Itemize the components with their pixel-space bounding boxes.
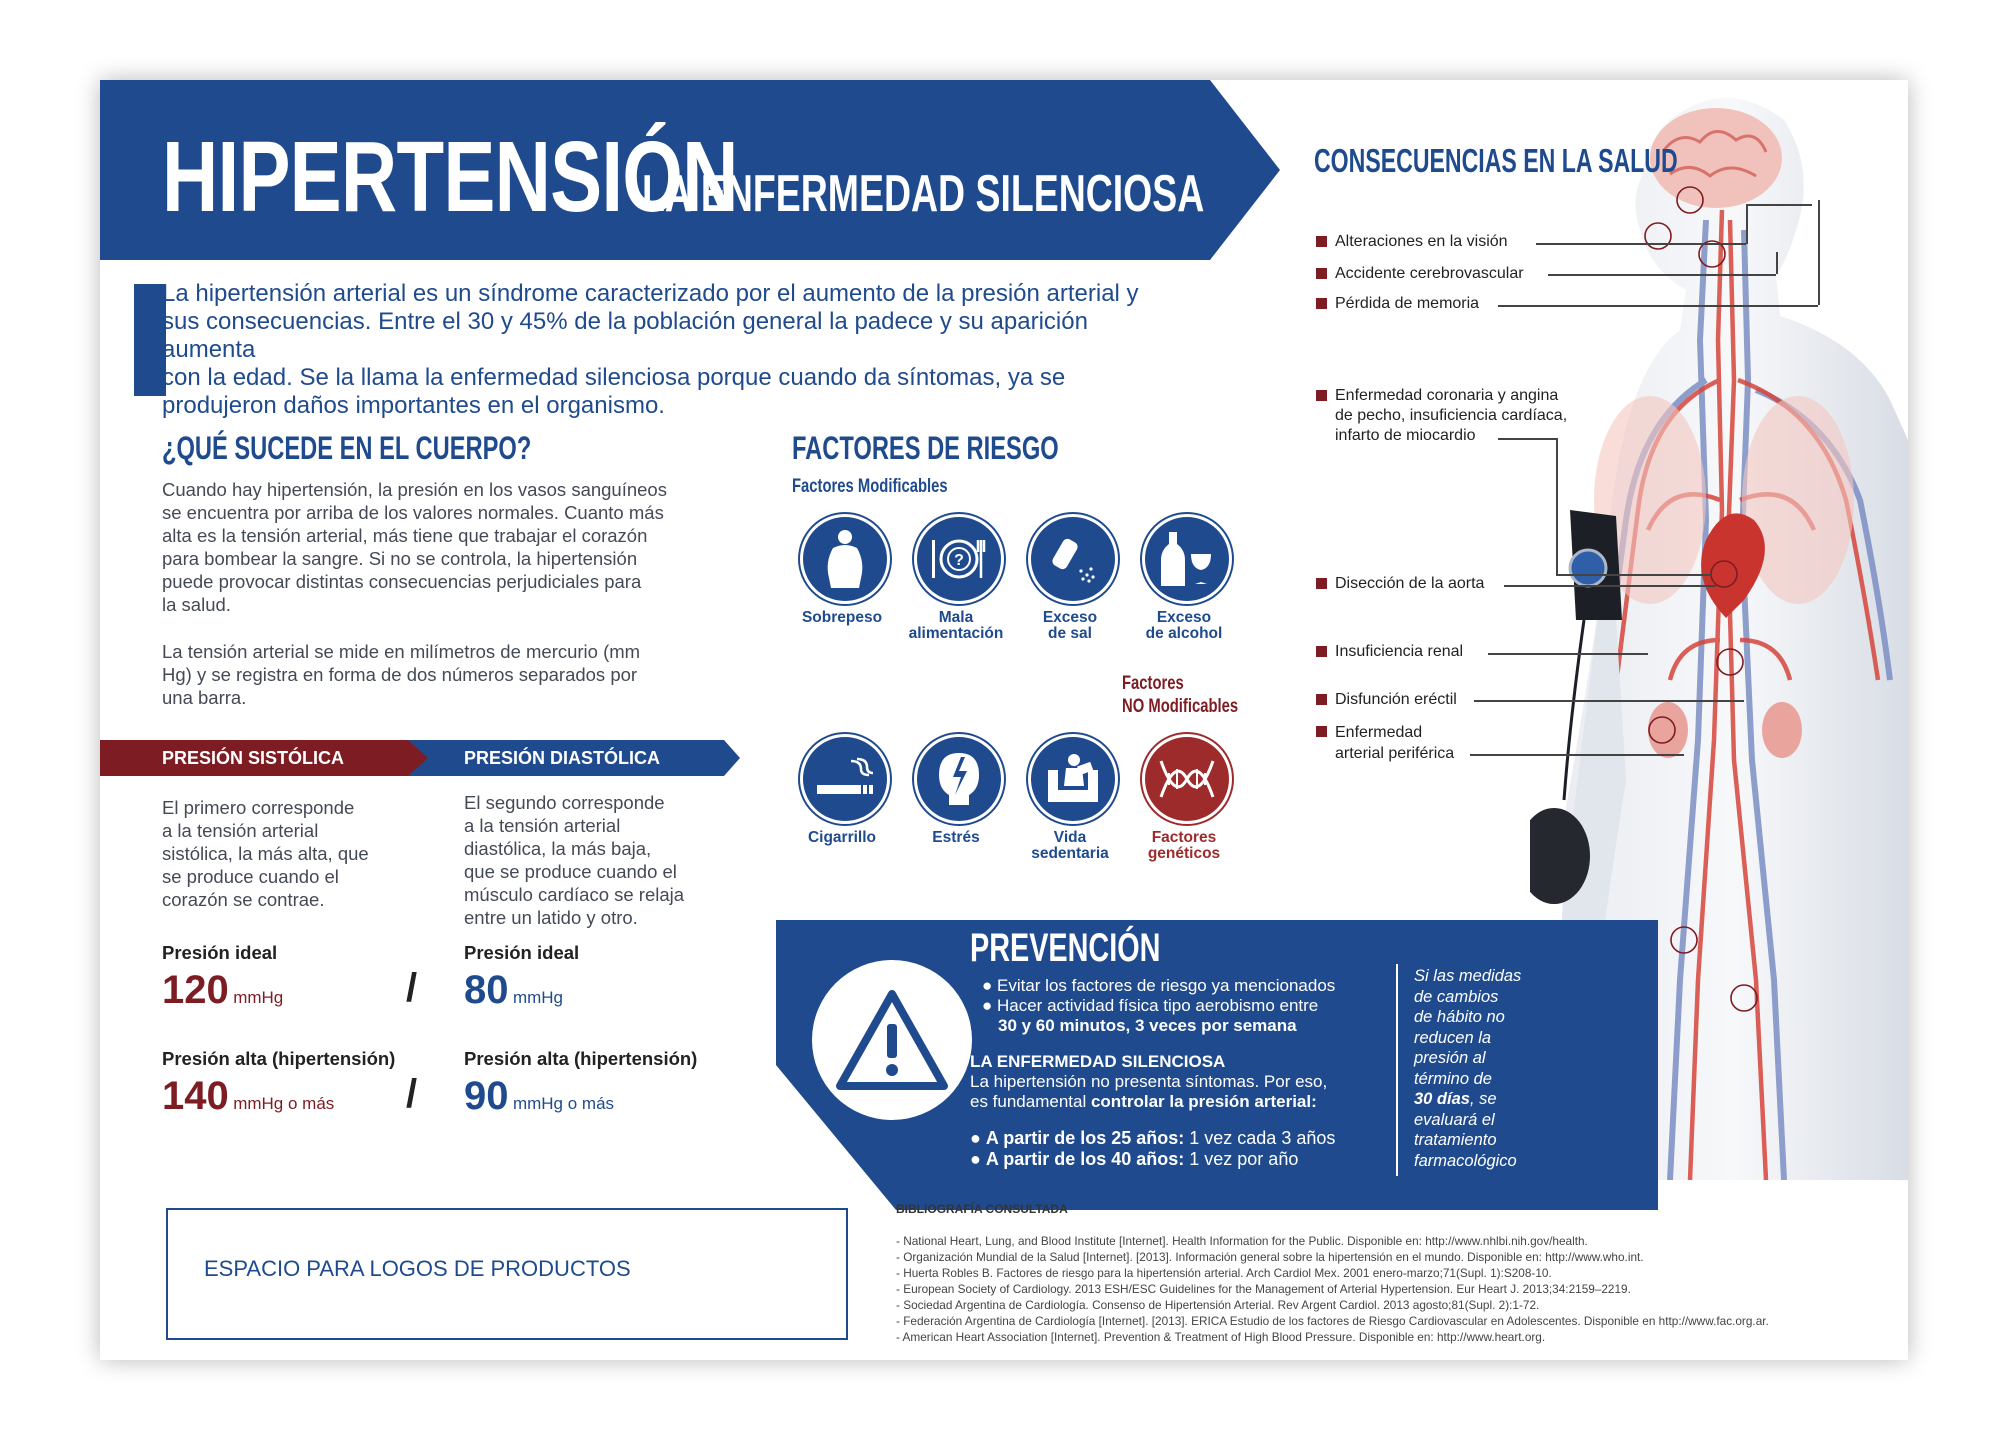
diastolica-line: músculo cardíaco se relaja (464, 884, 685, 905)
bibliografia-item: - Organización Mundial de la Salud [Internet]. [2013]. Información general sobre la hipertensión en el mundo. Disponible en: http://www.who.int. (896, 1250, 1644, 1264)
risk-alcohol-circle (1142, 514, 1232, 604)
risk-label-line: genéticos (1147, 845, 1221, 862)
silenciosa-line: La hipertensión no presenta síntomas. Por eso, (970, 1072, 1328, 1091)
value-number: 80 (464, 968, 509, 1012)
prevencion-sidenote (1414, 966, 1534, 1171)
risk-label-line: Estrés (932, 829, 980, 846)
cuerpo-line: Cuando hay hipertensión, la presión en los vasos sanguíneos (162, 479, 667, 500)
risk-sal-circle (1028, 514, 1118, 604)
leader-line (1556, 438, 1558, 574)
cuerpo-line: Hg) y se registra en forma de dos números separados por (162, 664, 638, 685)
sistolica-line: se produce cuando el (162, 866, 339, 887)
bullet-text: Hacer actividad física tipo aerobismo entre (997, 996, 1319, 1015)
cuerpo-paragraph-1 (162, 478, 722, 616)
value-unit: mmHg (233, 988, 284, 1007)
prevencion-bullets (982, 976, 1402, 1036)
leader-line (1556, 574, 1712, 576)
consecuencia-aorta (1316, 574, 1484, 594)
bullet-square (1316, 694, 1327, 705)
cuerpo-line: la salud. (162, 594, 231, 615)
sidenote-line: farmacológico (1414, 1151, 1517, 1170)
sidenote-line: Si las medidas (1414, 967, 1522, 985)
bibliografia-item: - European Society of Cardiology. 2013 ESH/ESC Guidelines for the Management of Arterial Hypertension. Eur Heart J. 2013;34:2159–2219. (896, 1282, 1631, 1296)
silenciosa-text: es fundamental (970, 1092, 1091, 1111)
consecuencia-text: Insuficiencia renal (1335, 643, 1464, 660)
leader-line (1818, 200, 1820, 305)
cuerpo-line: puede provocar distintas consecuencias perjudiciales para (162, 571, 642, 592)
cuerpo-heading: ¿QUÉ SUCEDE EN EL CUERPO? (162, 430, 532, 466)
leader-line (1548, 274, 1776, 276)
value-number: 120 (162, 968, 229, 1012)
sidenote-bold: 30 días (1414, 1090, 1470, 1108)
sistolica-label: PRESIÓN SISTÓLICA (162, 748, 345, 768)
sidenote-line: tratamiento (1414, 1131, 1497, 1149)
consecuencia-text: Disfunción eréctil (1335, 691, 1457, 708)
sistolica-alta-value (162, 1074, 334, 1119)
value-number: 140 (162, 1074, 229, 1118)
sidenote-text: , se (1469, 1090, 1497, 1108)
value-number: 90 (464, 1074, 509, 1118)
cuerpo-line: una barra. (162, 687, 247, 708)
consecuencia-text (1335, 386, 1567, 446)
sidenote-line: de cambios (1414, 987, 1499, 1006)
intro-line: con la edad. Se la llama la enfermedad silenciosa porque cuando da síntomas, ya se (162, 364, 1066, 391)
leader-line (1746, 204, 1812, 206)
leader-line (1474, 700, 1744, 702)
risk-alcohol-label (1119, 610, 1249, 642)
diastolica-label: PRESIÓN DIASTÓLICA (464, 748, 661, 768)
risk-alimentacion-circle (914, 514, 1004, 604)
pressure-slash: / (406, 966, 418, 1010)
bibliografia-heading: BIBLIOGRAFÍA CONSULTADA (896, 1202, 1068, 1216)
sidenote-line: de hábito no (1414, 1008, 1505, 1026)
warning-icon (832, 986, 952, 1094)
risk-estres-circle (914, 734, 1004, 824)
pressure-slash: / (406, 1072, 418, 1116)
prevencion-bullet: ● Hacer actividad física tipo aerobismo entre (982, 996, 1319, 1015)
sistolica-ideal-label: Presión ideal (162, 942, 278, 963)
diastolica-text (464, 791, 724, 929)
risk-cigarrillo-label (777, 830, 907, 846)
intro-line: La hipertensión arterial es un síndrome caracterizado por el aumento de la presión arterial y (162, 280, 1139, 307)
consecuencia-text: Pérdida de memoria (1335, 295, 1480, 312)
edad-bold: A partir de los 40 años: (985, 1149, 1185, 1169)
risk-label-line: de sal (1048, 625, 1092, 642)
edad-list (970, 1128, 1390, 1170)
risk-sal-label (1005, 610, 1135, 642)
cuerpo-line: alta es la tensión arterial, más tiene que trabajar el corazón (162, 525, 648, 546)
person-icon (819, 528, 871, 590)
risk-alimentacion-label (891, 610, 1021, 642)
consecuencias-heading: CONSECUENCIAS EN LA SALUD (1314, 142, 1678, 179)
risk-sedentaria-label (1005, 830, 1135, 862)
leader-line (1746, 204, 1748, 244)
bibliografia-item: - American Heart Association [Internet]. Prevention & Treatment of High Blood Pressure. Disponible en: http://www.heart.org. (896, 1330, 1546, 1344)
risk-sedentaria-circle (1028, 734, 1118, 824)
consecuencia-line: Enfermedad (1335, 724, 1423, 741)
consecuencia-text: Accidente cerebrovascular (1335, 265, 1524, 282)
bullet-text: Evitar los factores de riesgo ya mencionados (997, 976, 1336, 995)
sidenote-line: término de (1414, 1069, 1492, 1088)
bottle-glass-icon (1159, 528, 1215, 590)
risk-estres-label (891, 830, 1021, 846)
diastolica-line: entre un latido y otro. (464, 907, 638, 928)
dna-icon (1157, 753, 1217, 805)
risk-label-line: Exceso (1156, 609, 1212, 626)
risk-label-line: de alcohol (1145, 625, 1223, 642)
infographic-sheet (100, 80, 1908, 1360)
consecuencia-renal (1316, 642, 1463, 662)
svg-text:?: ? (954, 552, 964, 569)
leader-line (1776, 252, 1778, 274)
page-subtitle: LA ENFERMEDAD SILENCIOSA (642, 165, 1205, 223)
sofa-person-icon (1044, 750, 1102, 808)
risk-label-line: Mala (938, 609, 974, 626)
risk-geneticos-label (1119, 830, 1249, 862)
leader-line (1504, 585, 1716, 587)
leader-line (1498, 305, 1818, 307)
silenciosa-line (970, 1092, 1390, 1112)
sidenote-line: reducen la (1414, 1028, 1492, 1047)
risk-label-line: Cigarrillo (807, 829, 877, 846)
bullet-square (1316, 390, 1327, 401)
factores-heading: FACTORES DE RIESGO (792, 430, 1059, 466)
silenciosa-bold: controlar la presión arterial: (1090, 1092, 1317, 1111)
value-unit: mmHg o más (512, 1094, 615, 1113)
bibliografia-item: - Sociedad Argentina de Cardiología. Consenso de Hipertensión Arterial. Rev Argent Cardiol. 2013 agosto;81(Supl. 2):1-72. (896, 1298, 1540, 1312)
diastolica-line: que se produce cuando el (464, 861, 677, 882)
plate-icon (929, 534, 989, 584)
risk-sobrepeso-label (777, 610, 907, 626)
diastolica-ideal-value (464, 968, 563, 1013)
logo-space-label: ESPACIO PARA LOGOS DE PRODUCTOS (204, 1256, 631, 1281)
consecuencia-line: infarto de miocardio (1335, 427, 1476, 444)
silenciosa-heading: LA ENFERMEDAD SILENCIOSA (970, 1052, 1226, 1071)
bullet-square (1316, 578, 1327, 589)
salt-shaker-icon (1045, 531, 1101, 587)
edad-text: 1 vez cada 3 años (1184, 1128, 1336, 1148)
consecuencia-acv (1316, 264, 1524, 284)
bullet-square (1316, 726, 1327, 737)
no-mod-line: NO Modificables (1122, 696, 1239, 717)
bullet-square (1316, 236, 1327, 247)
sistolica-line: a la tensión arterial (162, 820, 319, 841)
bullet-text: 30 y 60 minutos, 3 veces por semana (998, 1016, 1297, 1035)
sidenote-line (1414, 1089, 1534, 1110)
risk-cigarrillo-circle (800, 734, 890, 824)
risk-sobrepeso-circle (800, 514, 890, 604)
cuerpo-line: se encuentra por arriba de los valores normales. Cuanto más (162, 502, 664, 523)
diastolica-line: diastólica, la más baja, (464, 838, 652, 859)
leader-line (1498, 438, 1556, 440)
stress-head-icon (933, 749, 985, 809)
silenciosa-block (970, 1052, 1390, 1112)
consecuencia-memoria (1316, 294, 1479, 314)
cuerpo-paragraph-2 (162, 640, 722, 709)
consecuencia-coronaria (1316, 386, 1567, 446)
sistolica-text (162, 796, 412, 911)
risk-label-line: Factores (1151, 829, 1217, 846)
leader-line (1470, 754, 1684, 756)
risk-label-line: Sobrepeso (801, 609, 883, 626)
page-title: HIPERTENSIÓN (162, 121, 738, 233)
value-unit: mmHg (512, 988, 564, 1007)
consecuencia-line: Enfermedad coronaria y angina (1335, 387, 1559, 404)
intro-line: sus consecuencias. Entre el 30 y 45% de la población general la padece y su aparición aumenta (162, 308, 1088, 363)
consecuencia-erectil (1316, 690, 1457, 710)
sistolica-ideal-value (162, 968, 283, 1013)
bullet-square (1316, 646, 1327, 657)
risk-label-line: sedentaria (1031, 845, 1109, 862)
bibliografia-item: - Huerta Robles B. Factores de riesgo para la hipertensión arterial. Arch Cardiol Mex. 2001 enero-marzo;71(Supl. 1):S208-10. (896, 1266, 1552, 1280)
sistolica-line: corazón se contrae. (162, 889, 325, 910)
cuerpo-line: para bombear la sangre. Si no se controla, la hipertensión (162, 548, 638, 569)
diastolica-ideal-label: Presión ideal (464, 942, 580, 963)
value-unit: mmHg o más (233, 1094, 335, 1113)
leader-line (1488, 653, 1648, 655)
edad-item: ● A partir de los 40 años: 1 vez por año (970, 1149, 1299, 1169)
sidenote-line: evaluará el (1414, 1110, 1495, 1129)
diastolica-alta-value (464, 1074, 614, 1119)
consecuencia-line: de pecho, insuficiencia cardíaca, (1335, 407, 1568, 424)
sistolica-alta-label: Presión alta (hipertensión) (162, 1048, 396, 1069)
risk-label-line: Exceso (1042, 609, 1098, 626)
intro-paragraph (162, 280, 1162, 420)
cigarette-icon (815, 757, 875, 801)
consecuencia-periferica (1316, 722, 1454, 764)
consecuencia-text: Disección de la aorta (1335, 575, 1485, 592)
risk-label-line: alimentación (908, 625, 1004, 642)
diastolica-alta-label: Presión alta (hipertensión) (464, 1048, 698, 1069)
consecuencia-vision (1316, 232, 1508, 252)
cuerpo-line: La tensión arterial se mide en milímetros de mercurio (mm (162, 641, 641, 662)
leader-line (1536, 243, 1746, 245)
edad-text: 1 vez por año (1184, 1149, 1299, 1169)
consecuencia-text: Alteraciones en la visión (1335, 233, 1508, 250)
risk-label-line: Vida (1053, 829, 1087, 846)
edad-item: ● A partir de los 25 años: 1 vez cada 3 años (970, 1128, 1336, 1148)
warning-circle (812, 960, 972, 1120)
no-mod-line: Factores (1122, 673, 1184, 694)
bibliografia-item: - National Heart, Lung, and Blood Institute [Internet]. Health Information for the Public. Disponible en: http://www.nhlbi.nih.gov/health. (896, 1234, 1588, 1248)
diastolica-line: El segundo corresponde (464, 792, 665, 813)
intro-line: produjeron daños importantes en el organismo. (162, 392, 665, 419)
bullet-square (1316, 298, 1327, 309)
edad-bold: A partir de los 25 años: (985, 1128, 1185, 1148)
consecuencia-line: arterial periférica (1335, 745, 1455, 762)
prevencion-bullet: ● Evitar los factores de riesgo ya mencionados (982, 976, 1336, 995)
bullet-square (1316, 268, 1327, 279)
sidenote-line: presión al (1414, 1049, 1486, 1067)
risk-geneticos-circle (1142, 734, 1232, 824)
sistolica-line: El primero corresponde (162, 797, 355, 818)
sistolica-line: sistólica, la más alta, que (162, 843, 369, 864)
consecuencia-text (1335, 722, 1454, 764)
factores-no-modificables-label (1122, 672, 1238, 718)
prevencion-heading: PREVENCIÓN (970, 926, 1161, 970)
prevencion-divider (1396, 964, 1398, 1176)
bibliografia-item: - Federación Argentina de Cardiología [Internet]. [2013]. ERICA Estudio de los factores de Riesgo Cardiovascular en Adolescentes. Disponible en http://www.fac.org.ar. (896, 1314, 1769, 1328)
factores-modificables-label: Factores Modificables (792, 476, 948, 497)
diastolica-line: a la tensión arterial (464, 815, 621, 836)
